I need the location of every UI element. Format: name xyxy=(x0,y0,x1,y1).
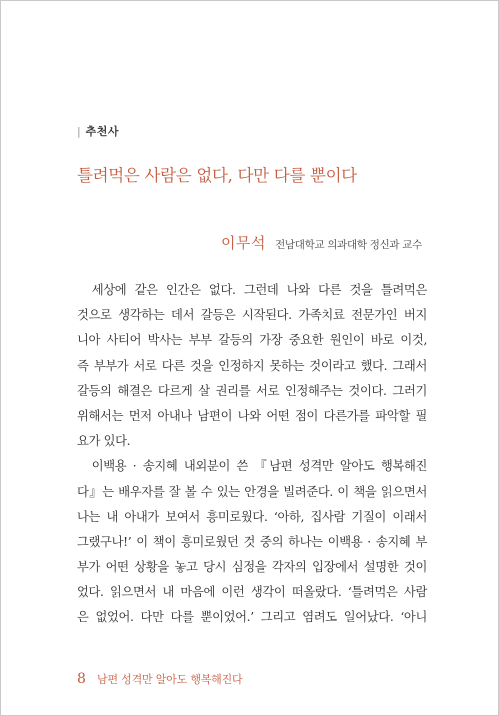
section-label-bar: | xyxy=(77,125,82,138)
author-line xyxy=(221,232,422,253)
body-line: 요가 있다. xyxy=(77,434,131,449)
body-line: 다』는 배우자를 잘 볼 수 있는 안경을 빌려준다. 이 책을 읽으면서 xyxy=(77,484,427,499)
body-line: 세상에 같은 인간은 없다. 그런데 나와 다른 것을 틀려먹은 xyxy=(91,283,427,297)
body-line: 었다. 읽으면서 내 마음에 이런 생각이 떠올랐다. ‘틀려먹은 사람 xyxy=(77,585,427,600)
page-footer xyxy=(77,668,242,687)
body-text xyxy=(77,278,427,631)
section-label xyxy=(77,123,119,139)
footer-book-title: 남편 성격만 알아도 행복해진다 xyxy=(97,673,243,686)
body-line: 나는 내 아내가 보여서 흥미로웠다. ‘아하, 집사람 기질이 이래서 xyxy=(77,509,427,524)
body-line: 니아 사티어 박사는 부부 갈등의 가장 중요한 원인이 바로 이것, xyxy=(77,333,427,348)
body-line: 부가 어떤 상황을 놓고 당시 심정을 각자의 입장에서 설명한 것이 xyxy=(77,560,427,575)
body-line: 위해서는 먼저 아내나 남편이 나와 어떤 점이 다른가를 파악할 필 xyxy=(77,408,427,423)
section-label-text: 추천사 xyxy=(85,125,119,138)
page-title: 틀려먹은 사람은 없다, 다만 다를 뿐이다 xyxy=(77,166,357,185)
page-number: 8 xyxy=(77,671,86,687)
author-name: 이무석 xyxy=(221,234,266,252)
body-line: 이백용 · 송지혜 내외분이 쓴 『남편 성격만 알아도 행복해진 xyxy=(91,459,427,474)
body-line: 즉 부부가 서로 다른 것을 인정하지 못하는 것이라고 했다. 그래서 xyxy=(77,358,427,373)
body-line: 은 없었어. 다만 다를 뿐이었어.’ 그리고 염려도 일어났다. ‘아니 xyxy=(77,610,427,625)
body-line: 갈등의 해결은 다르게 살 권리를 서로 인정해주는 것이다. 그러기 xyxy=(77,383,427,398)
body-line: 그랬구나!’ 이 책이 흥미로웠던 것 중의 하나는 이백용 · 송지혜 부 xyxy=(77,534,427,549)
body-line: 것으로 생각하는 데서 갈등은 시작된다. 가족치료 전문가인 버지 xyxy=(77,308,427,323)
author-affiliation: 전남대학교 의과대학 정신과 교수 xyxy=(275,239,422,251)
